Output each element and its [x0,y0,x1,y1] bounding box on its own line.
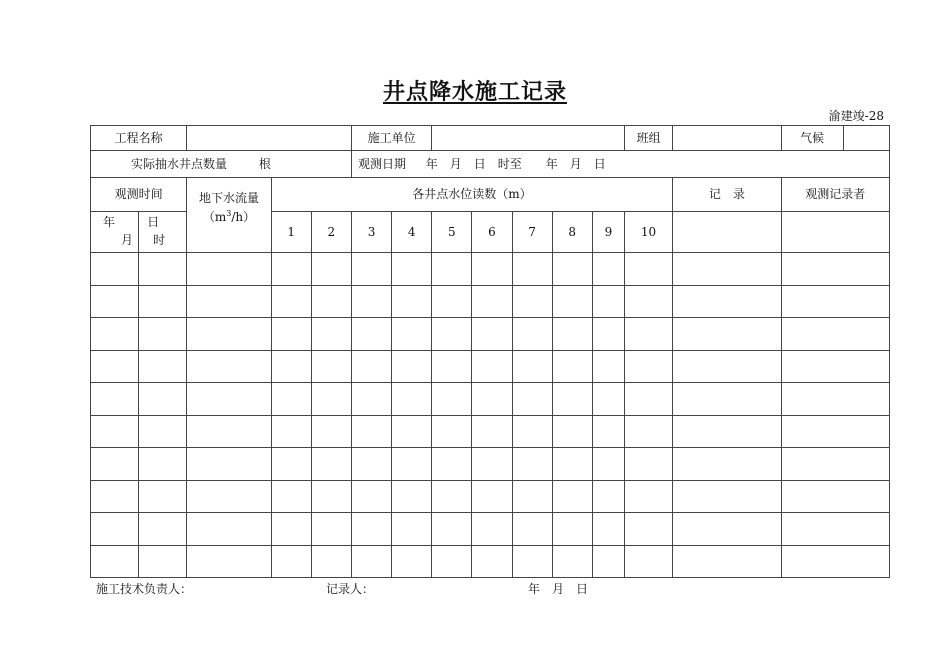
construction-unit-label: 施工单位 [351,126,431,151]
table-cell[interactable] [91,350,139,383]
table-cell[interactable] [91,545,139,578]
table-cell[interactable] [432,383,472,416]
table-cell[interactable] [624,480,672,513]
table-cell[interactable] [139,253,187,286]
table-cell[interactable] [351,318,391,351]
well-number-2: 2 [311,212,351,253]
table-cell[interactable] [271,285,311,318]
flow-label: 地下水流量 [199,191,260,205]
header-row-2 [91,151,890,178]
table-cell[interactable] [311,480,351,513]
table-cell[interactable] [592,318,624,351]
table-cell[interactable] [673,545,781,578]
table-cell[interactable] [392,513,432,546]
table-cell[interactable] [311,545,351,578]
table-cell[interactable] [552,285,592,318]
table-cell[interactable] [592,513,624,546]
table-cell[interactable] [673,253,781,286]
table-cell[interactable] [781,285,889,318]
table-cell[interactable] [472,513,512,546]
well-count-label: 实际抽水井点数量 [131,156,228,171]
table-cell[interactable] [592,480,624,513]
table-cell[interactable] [351,285,391,318]
team-field[interactable] [673,126,781,151]
table-cell[interactable] [552,383,592,416]
team-label: 班组 [624,126,672,151]
table-cell[interactable] [351,350,391,383]
table-row [91,448,890,481]
tech-lead-signature: 施工技术负责人： [96,582,193,596]
well-number-3: 3 [351,212,391,253]
table-cell[interactable] [432,318,472,351]
table-cell[interactable] [781,350,889,383]
project-name-label: 工程名称 [91,126,187,151]
table-cell[interactable] [432,448,472,481]
table-cell[interactable] [673,513,781,546]
table-cell[interactable] [432,350,472,383]
flow-header [187,178,271,253]
table-cell[interactable] [187,415,271,448]
table-cell[interactable] [512,513,552,546]
table-cell[interactable] [187,513,271,546]
table-cell[interactable] [271,545,311,578]
table-cell[interactable] [512,253,552,286]
table-cell[interactable] [552,480,592,513]
table-cell[interactable] [592,545,624,578]
table-cell[interactable] [187,480,271,513]
well-number-7: 7 [512,212,552,253]
record-table [90,125,890,578]
well-number-6: 6 [472,212,512,253]
table-cell[interactable] [139,448,187,481]
table-cell[interactable] [91,480,139,513]
table-row [91,480,890,513]
table-cell[interactable] [624,415,672,448]
table-cell[interactable] [673,285,781,318]
project-name-field[interactable] [187,126,352,151]
table-cell[interactable] [187,545,271,578]
table-cell[interactable] [512,318,552,351]
table-cell[interactable] [351,545,391,578]
page-title [0,75,950,106]
table-cell[interactable] [432,285,472,318]
table-cell[interactable] [351,448,391,481]
construction-unit-field[interactable] [432,126,625,151]
table-cell[interactable] [624,545,672,578]
weather-field[interactable] [843,126,889,151]
table-cell[interactable] [311,285,351,318]
well-number-1: 1 [271,212,311,253]
table-cell[interactable] [552,448,592,481]
table-cell[interactable] [187,253,271,286]
day-hour-header: 日 时 [139,212,187,253]
table-cell[interactable] [624,350,672,383]
table-cell[interactable] [351,415,391,448]
table-cell[interactable] [781,480,889,513]
table-cell[interactable] [139,513,187,546]
table-cell[interactable] [472,253,512,286]
table-cell[interactable] [271,415,311,448]
table-cell[interactable] [552,253,592,286]
well-number-4: 4 [392,212,432,253]
table-cell[interactable] [781,448,889,481]
well-number-5: 5 [432,212,472,253]
well-number-10: 10 [624,212,672,253]
record-header: 记 录 [673,178,781,212]
table-cell[interactable] [392,253,432,286]
table-cell[interactable] [781,513,889,546]
obs-time-header: 观测时间 [91,178,187,212]
table-cell[interactable] [512,415,552,448]
table-cell[interactable] [673,415,781,448]
obs-date-label: 观测日期 [357,156,406,171]
table-cell[interactable] [432,480,472,513]
table-row [91,350,890,383]
table-cell[interactable] [552,415,592,448]
table-cell[interactable] [673,318,781,351]
table-cell[interactable] [392,318,432,351]
table-cell[interactable] [673,383,781,416]
recorder-subheader [781,212,889,253]
table-cell[interactable] [592,350,624,383]
table-cell[interactable] [187,383,271,416]
table-cell[interactable] [781,545,889,578]
table-cell[interactable] [472,383,512,416]
table-cell[interactable] [91,318,139,351]
table-cell[interactable] [673,480,781,513]
table-cell[interactable] [392,350,432,383]
table-cell[interactable] [139,545,187,578]
table-cell[interactable] [271,318,311,351]
table-cell[interactable] [624,285,672,318]
year-month-header: 年 月 [91,212,139,253]
table-cell[interactable] [592,253,624,286]
table-cell[interactable] [392,448,432,481]
table-cell[interactable] [781,318,889,351]
data-rows [91,253,890,578]
table-cell[interactable] [311,415,351,448]
table-cell[interactable] [472,448,512,481]
flow-unit: $(m^3/h)$ [202,209,256,224]
table-cell[interactable] [139,480,187,513]
table-cell[interactable] [187,318,271,351]
well-count-cell[interactable] [91,151,352,178]
table-cell[interactable] [781,415,889,448]
table-cell[interactable] [472,285,512,318]
table-cell[interactable] [624,448,672,481]
table-cell[interactable] [552,350,592,383]
well-number-9: 9 [592,212,624,253]
table-cell[interactable] [432,415,472,448]
table-cell[interactable] [432,545,472,578]
column-header-row-1 [91,178,890,212]
table-cell[interactable] [91,253,139,286]
form-code: 渝建竣-28 [828,109,884,123]
table-cell[interactable] [139,350,187,383]
well-number-8: 8 [552,212,592,253]
table-cell[interactable] [512,545,552,578]
table-cell[interactable] [512,350,552,383]
table-cell[interactable] [552,513,592,546]
table-cell[interactable] [351,383,391,416]
table-cell[interactable] [673,448,781,481]
table-row [91,253,890,286]
table-cell[interactable] [392,285,432,318]
table-cell[interactable] [781,383,889,416]
record-subheader [673,212,781,253]
readings-header: 各井点水位读数（m） [271,178,673,212]
table-cell[interactable] [139,383,187,416]
table-cell[interactable] [139,415,187,448]
table-cell[interactable] [592,448,624,481]
recorder-header: 观测记录者 [781,178,889,212]
table-cell[interactable] [512,448,552,481]
table-cell[interactable] [187,285,271,318]
table-cell[interactable] [392,545,432,578]
table-cell[interactable] [472,318,512,351]
table-cell[interactable] [392,480,432,513]
obs-date-format: 年 月 日 时至 年 月 日 [425,156,606,171]
table-cell[interactable] [91,383,139,416]
table-cell[interactable] [139,318,187,351]
table-cell[interactable] [592,285,624,318]
table-cell[interactable] [271,448,311,481]
table-cell[interactable] [472,480,512,513]
table-cell[interactable] [432,253,472,286]
table-row [91,513,890,546]
table-cell[interactable] [311,513,351,546]
table-cell[interactable] [472,545,512,578]
table-cell[interactable] [311,350,351,383]
table-cell[interactable] [592,415,624,448]
table-row [91,383,890,416]
table-cell[interactable] [392,383,432,416]
table-cell[interactable] [432,513,472,546]
table-cell[interactable] [91,285,139,318]
table-row [91,545,890,578]
title-text: 井点降水施工记录 [382,80,567,105]
table-cell[interactable] [311,318,351,351]
table-cell[interactable] [592,383,624,416]
table-cell[interactable] [271,350,311,383]
table-cell[interactable] [271,513,311,546]
table-cell[interactable] [91,448,139,481]
header-row-1 [91,126,890,151]
weather-label: 气候 [781,126,843,151]
table-cell[interactable] [271,383,311,416]
table-cell[interactable] [624,318,672,351]
table-cell[interactable] [512,383,552,416]
table-row [91,415,890,448]
table-cell[interactable] [351,480,391,513]
table-cell[interactable] [552,545,592,578]
table-cell[interactable] [91,415,139,448]
table-cell[interactable] [271,253,311,286]
table-cell[interactable] [472,350,512,383]
table-row [91,318,890,351]
table-cell[interactable] [139,285,187,318]
table-cell[interactable] [781,253,889,286]
table-cell[interactable] [91,513,139,546]
table-cell[interactable] [311,253,351,286]
table-row [91,285,890,318]
table-cell[interactable] [311,383,351,416]
table-cell[interactable] [512,480,552,513]
table-cell[interactable] [624,513,672,546]
table-cell[interactable] [271,480,311,513]
table-cell[interactable] [187,350,271,383]
recorder-signature: 记录人： [326,582,375,596]
table-cell[interactable] [552,318,592,351]
table-cell[interactable] [187,448,271,481]
table-cell[interactable] [512,285,552,318]
table-cell[interactable] [624,253,672,286]
obs-date-cell[interactable] [351,151,889,178]
table-cell[interactable] [392,415,432,448]
well-count-unit: 根 [258,156,271,171]
table-cell[interactable] [472,415,512,448]
signature-date: 年 月 日 [528,582,589,596]
table-cell[interactable] [311,448,351,481]
table-cell[interactable] [673,350,781,383]
table-cell[interactable] [351,253,391,286]
table-cell[interactable] [624,383,672,416]
table-cell[interactable] [351,513,391,546]
